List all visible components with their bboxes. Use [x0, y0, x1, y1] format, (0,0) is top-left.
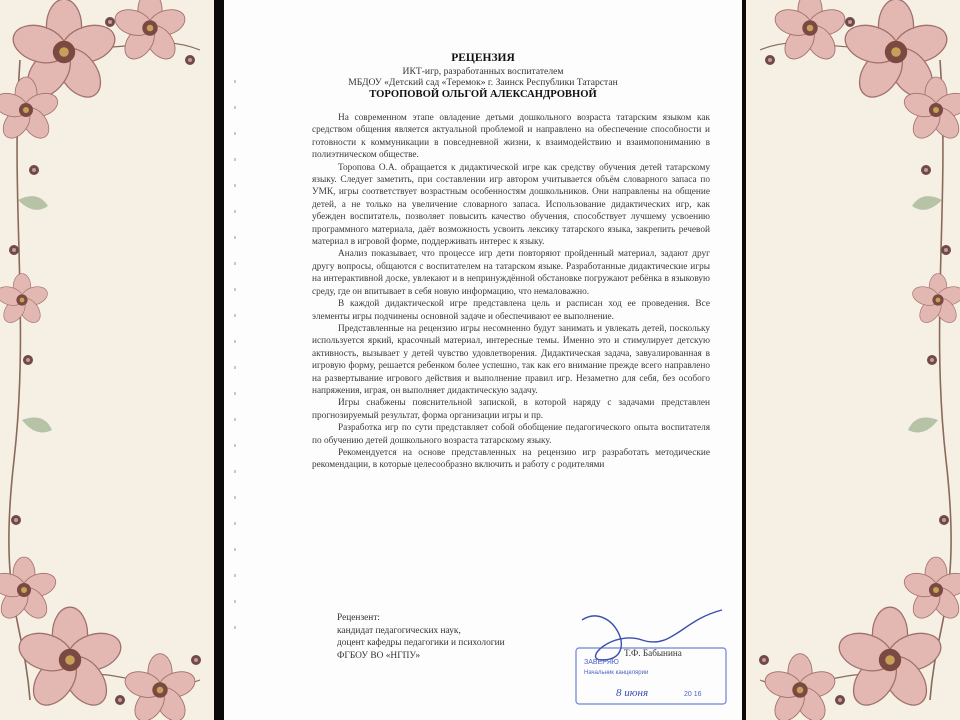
- paragraph: Игры снабжены пояснительной запиской, в которой наряду с задачами представлен прогнозируемый результат, форма организации игры и пр.: [312, 398, 710, 421]
- stamp-year: 20 16: [684, 691, 702, 698]
- stamp-date: 8 июня: [616, 687, 649, 699]
- stamp-text-2: Начальник канцелярии: [584, 670, 649, 676]
- left-floral-border: [0, 0, 214, 720]
- reviewer-label: Рецензент:: [337, 613, 381, 623]
- paragraph: Анализ показывает, что процессе игр дети повторяют пройденный материал, задают друг другу вопросы, общаются с воспитателем на татарском языке. Разработанные дидактические игры на интерактивной доске, увлекают и в непринуждённой обстановке погружают ребёнка в языковую среду, где он впитывает в себя новую информацию, что немаловажно.: [312, 249, 710, 297]
- paragraph: Разработка игр по сути представляет собой обобщение педагогического опыта воспитателя по обучению детей дошкольного возраста татарскому языку.: [312, 423, 710, 446]
- reviewer-organization: ФГБОУ ВО «НГПУ»: [337, 650, 421, 661]
- reviewer-degree: кандидат педагогических наук,: [337, 625, 461, 636]
- paragraph: Представленные на рецензию игры несомненно будут занимать и увлекать детей, поскольку используется яркий, красочный материал, интересные темы. Именно это и стимулирует детскую активность, вызывает у детей чувство удовлетворения. Дидактическая задача, завуалированная в игровую форму, решается ребенком более успешно, так как его внимание прежде всего направлено на развертывание игрового действия и выполнение правил игр. Незаметно для себя, без особого напряжения, играя, он выполняет дидактическую задачу.: [312, 323, 710, 396]
- document-author: ТОРОПОВОЙ ОЛЬГОЙ АЛЕКСАНДРОВНОЙ: [369, 89, 597, 100]
- paragraph: Торопова О.А. обращается к дидактической игре как средству обучения детей татарскому языку. Следует заметить, при составлении игр автором учитывается объём словарного запаса по УМК, игры соответствует возрастным особенностям дошкольников. Они направлены на общение детей, а не только на увеличение словарного запаса. Использование дидактических игр, как убежден воспитатель, позволяет повысить качество обучения, способствует лучшему усвоению программного материала, даёт возможность усвоить лексику татарского языка, закрепить речевой материал в игровой форме, поддерживать интерес к языку.: [312, 162, 710, 248]
- document-title: РЕЦЕНЗИЯ: [451, 52, 515, 64]
- document-subtitle-2: МБДОУ «Детский сад «Теремок» г. Заинск Республики Татарстан: [348, 77, 618, 88]
- reviewer-position: доцент кафедры педагогики и психологии: [337, 638, 505, 649]
- review-document: [224, 0, 742, 720]
- document-subtitle-1: ИКТ-игр, разработанных воспитателем: [402, 66, 564, 77]
- right-floral-border: [746, 0, 960, 720]
- left-black-bar: [214, 0, 224, 720]
- paragraph: Рекомендуется на основе представленных на рецензию игр разработать методические рекомендации, в которые целесообразно включить и работу с родителями: [312, 447, 710, 471]
- scan-edge-marks: [234, 80, 236, 640]
- left-floral-ornament: [0, 0, 214, 720]
- right-floral-ornament: [746, 0, 960, 720]
- paragraph: В каждой дидактической игре представлена цель и расписан ход ее проведения. Все элементы игры подчинены основной задаче и обеспечивают ее выполнение.: [312, 299, 710, 322]
- document-body: [312, 112, 710, 472]
- reviewer-name: Т.Ф. Бабынина: [624, 648, 682, 658]
- stamp-text-1: ЗАВЕРЯЮ: [584, 659, 619, 666]
- paragraph: На современном этапе овладение детьми дошкольного возраста татарским языком как средством общения является актуальной проблемой и направлено на обеспечение способности и готовности к коммуникации в повседневной жизни, к взаимодействию и взаимопониманию в полиэтническом обществе.: [312, 113, 710, 161]
